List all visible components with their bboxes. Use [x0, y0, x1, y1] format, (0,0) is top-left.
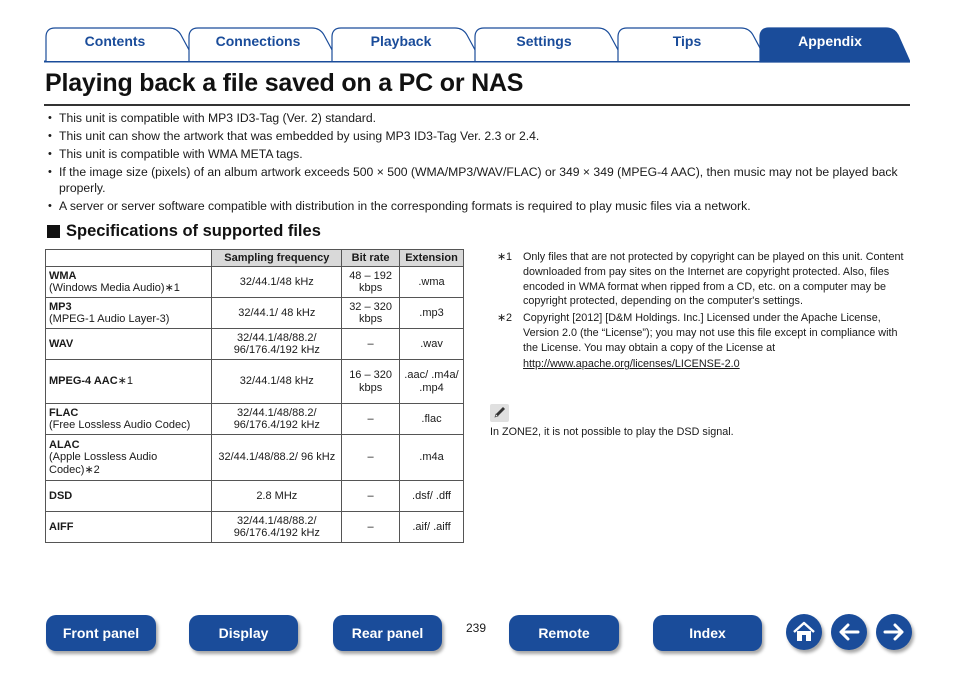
- top-tab-bar: [44, 27, 910, 63]
- tab-connections[interactable]: Connections: [215, 33, 301, 49]
- supported-files-table: [45, 249, 464, 543]
- page-number: 239: [466, 621, 487, 635]
- freq-cell: 32/44.1/48/88.2/ 96/176.4/192 kHz: [212, 512, 342, 543]
- bullet-item: • This unit is compatible with MP3 ID3-Tag (Ver. 2) standard.: [48, 111, 908, 127]
- format-sub: (Free Lossless Audio Codec): [49, 419, 191, 431]
- back-button[interactable]: [831, 614, 867, 650]
- tab-settings[interactable]: Settings: [516, 33, 572, 49]
- home-icon: [792, 621, 816, 643]
- ext-cell: .m4a: [400, 435, 464, 481]
- tab-playback[interactable]: Playback: [370, 33, 432, 49]
- freq-cell: 32/44.1/48/88.2/ 96 kHz: [212, 435, 342, 481]
- format-sub: (Windows Media Audio): [49, 282, 165, 294]
- footnote-2: [497, 311, 909, 372]
- format-cell: [46, 512, 212, 543]
- footnote-text: Only files that are not protected by copyright can be played on this unit. Content downloaded from pay sites on the Internet are copyright protected. Also, files encoded in WMA format when ripped from a CD, etc. on a computer may be copyright protected, depending on the computer's settings.: [523, 251, 904, 308]
- ext-cell: .aac/ .m4a/ .mp4: [400, 360, 464, 404]
- tab-appendix[interactable]: Appendix: [798, 33, 862, 49]
- freq-cell: 32/44.1/48 kHz: [212, 267, 342, 298]
- table-row: [46, 298, 464, 329]
- table-row: [46, 481, 464, 512]
- table-header-cell: Extension: [400, 250, 464, 267]
- ext-cell: .aif/ .aiff: [400, 512, 464, 543]
- footnote-text: Copyright [2012] [D&M Holdings. Inc.] Licensed under the Apache License, Version 2.0 (the “License”); you may not use this file except in compliance with the License. You may obtain a copy of the License at: [523, 312, 898, 354]
- table-header-cell: [46, 250, 212, 267]
- front-panel-button[interactable]: Front panel: [46, 615, 156, 651]
- format-cell: [46, 298, 212, 329]
- forward-button[interactable]: [876, 614, 912, 650]
- bullet-item: • This unit can show the artwork that was embedded by using MP3 ID3-Tag Ver. 2.3 or 2.4.: [48, 129, 908, 145]
- format-name: FLAC: [49, 406, 79, 419]
- table-header-row: [46, 250, 464, 267]
- memo-pencil-icon: [490, 404, 509, 422]
- ext-cell: .wma: [400, 267, 464, 298]
- table-header-cell: Sampling frequency: [212, 250, 342, 267]
- bitrate-cell: 16 – 320 kbps: [342, 360, 400, 404]
- format-name: AIFF: [49, 520, 74, 533]
- format-cell: [46, 267, 212, 298]
- page-title: Playing back a file saved on a PC or NAS: [45, 69, 524, 97]
- bitrate-cell: –: [342, 329, 400, 360]
- back-arrow-icon: [837, 622, 861, 642]
- format-name: MP3: [49, 300, 72, 313]
- table-header-cell: Bit rate: [342, 250, 400, 267]
- table-row: [46, 360, 464, 404]
- license-link[interactable]: http://www.apache.org/licenses/LICENSE-2.0: [523, 358, 740, 371]
- footnote-ref: ∗2: [84, 463, 100, 476]
- ext-cell: .wav: [400, 329, 464, 360]
- format-cell: [46, 329, 212, 360]
- table-row: [46, 435, 464, 481]
- bitrate-cell: –: [342, 404, 400, 435]
- table-row: [46, 329, 464, 360]
- ext-cell: .flac: [400, 404, 464, 435]
- section-heading: [47, 222, 321, 241]
- footnote-ref: ∗1: [117, 375, 133, 388]
- notes-bullet-list: [48, 111, 908, 217]
- freq-cell: 32/44.1/ 48 kHz: [212, 298, 342, 329]
- bitrate-cell: –: [342, 435, 400, 481]
- rear-panel-button[interactable]: Rear panel: [333, 615, 442, 651]
- footnote-mark: ∗1: [497, 251, 513, 263]
- bitrate-cell: 32 – 320 kbps: [342, 298, 400, 329]
- square-bullet-icon: [47, 225, 60, 238]
- bitrate-cell: –: [342, 481, 400, 512]
- format-sub: (MPEG-1 Audio Layer-3): [49, 313, 170, 325]
- bullet-item: • This unit is compatible with WMA META tags.: [48, 147, 908, 163]
- format-cell: [46, 435, 212, 481]
- freq-cell: 32/44.1/48/88.2/ 96/176.4/192 kHz: [212, 329, 342, 360]
- tab-contents[interactable]: Contents: [84, 33, 146, 49]
- section-title: Specifications of supported files: [66, 222, 321, 240]
- freq-cell: 32/44.1/48 kHz: [212, 360, 342, 404]
- bitrate-cell: –: [342, 512, 400, 543]
- table-row: [46, 512, 464, 543]
- bullet-item: • A server or server software compatible with distribution in the corresponding formats is required to play music files via a network.: [48, 199, 908, 215]
- footnote-1: [497, 250, 909, 309]
- tab-tips[interactable]: Tips: [672, 33, 702, 49]
- freq-cell: 32/44.1/48/88.2/ 96/176.4/192 kHz: [212, 404, 342, 435]
- freq-cell: 2.8 MHz: [212, 481, 342, 512]
- home-button[interactable]: [786, 614, 822, 650]
- ext-cell: .mp3: [400, 298, 464, 329]
- format-name: DSD: [49, 489, 73, 502]
- format-name: MPEG-4 AAC: [49, 375, 118, 388]
- format-name: WMA: [49, 269, 77, 282]
- table-row: [46, 404, 464, 435]
- remote-button[interactable]: Remote: [509, 615, 619, 651]
- format-cell: [46, 404, 212, 435]
- format-cell: [46, 360, 212, 404]
- footnote-mark: ∗2: [497, 312, 513, 324]
- footnote-ref: ∗1: [164, 282, 180, 294]
- format-name: ALAC: [49, 438, 80, 451]
- index-button[interactable]: Index: [653, 615, 762, 651]
- forward-arrow-icon: [882, 622, 906, 642]
- bitrate-cell: 48 – 192 kbps: [342, 267, 400, 298]
- title-divider: [44, 104, 910, 106]
- bullet-item: • If the image size (pixels) of an album artwork exceeds 500 × 500 (WMA/MP3/WAV/FLAC) or 349 × 349 (MPEG-4 AAC), then music may not be played back properly.: [48, 165, 908, 196]
- format-name: WAV: [49, 337, 74, 350]
- format-sub: (Apple Lossless Audio Codec): [49, 451, 158, 476]
- ext-cell: .dsf/ .dff: [400, 481, 464, 512]
- table-row: [46, 267, 464, 298]
- format-cell: [46, 481, 212, 512]
- display-button[interactable]: Display: [189, 615, 298, 651]
- memo-text: In ZONE2, it is not possible to play the DSD signal.: [490, 426, 734, 438]
